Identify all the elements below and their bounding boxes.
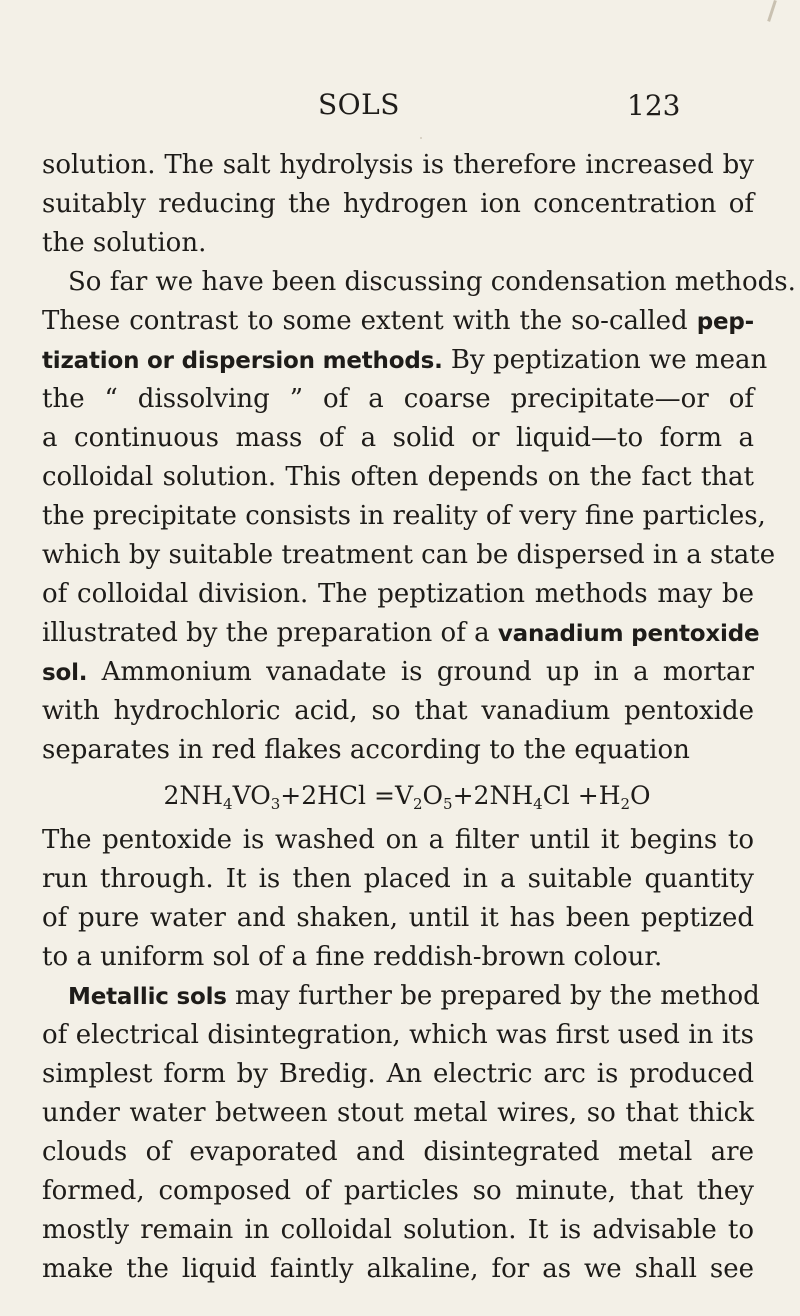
text-line: of electrical disintegration, which was first used in its: [42, 1020, 754, 1050]
text-line: of pure water and shaken, until it has been peptized: [42, 903, 754, 933]
text-run: may further be prepared by the method: [235, 981, 760, 1011]
equation-subscript: 2: [413, 795, 423, 813]
equation-subscript: 4: [223, 795, 233, 813]
text-line: suitably reducing the hydrogen ion concentration of: [42, 189, 754, 219]
text-line: make the liquid faintly alkaline, for as we shall see: [42, 1254, 754, 1284]
page-edge-mark: [767, 0, 777, 22]
text-run: Ammonium vanadate is ground up in a mortar: [101, 657, 754, 687]
equation-part: O: [422, 781, 444, 810]
text-line: the precipitate consists in reality of very fine particles,: [42, 501, 766, 531]
equation-part: VO: [232, 781, 271, 810]
equation-part: 2NH: [163, 781, 224, 810]
text-line: the solution.: [42, 228, 207, 258]
equation-subscript: 3: [270, 795, 281, 813]
equation-subscript: 4: [533, 795, 543, 813]
text-line: [42, 653, 754, 692]
chemical-equation: [42, 770, 754, 821]
text-run: By peptization we mean: [450, 345, 768, 375]
text-line: [42, 302, 754, 341]
text-line: [42, 614, 760, 653]
text-line: of colloidal division. The peptization methods may be: [42, 579, 754, 609]
text-run: These contrast to some extent with the so-called: [42, 306, 688, 336]
text-line: under water between stout metal wires, so that thick: [42, 1098, 754, 1128]
page-header: [0, 88, 800, 128]
bold-term: sol.: [42, 660, 88, 686]
equation-subscript: 5: [443, 795, 453, 813]
text-line: to a uniform sol of a fine reddish-brown colour.: [42, 942, 663, 972]
text-line: So far we have been discussing condensation methods.: [68, 267, 796, 297]
bold-term: vanadium pentoxide: [497, 621, 760, 647]
text-line: a continuous mass of a solid or liquid—to form a: [42, 423, 754, 453]
paper-speck: [420, 137, 422, 139]
equation-part: O: [630, 781, 651, 810]
text-line: solution. The salt hydrolysis is therefore increased by: [42, 150, 754, 180]
equation-subscript: 2: [620, 795, 631, 813]
text-line: [42, 977, 760, 1016]
equation-part: +2NH: [452, 781, 534, 810]
text-line: mostly remain in colloidal solution. It is advisable to: [42, 1215, 754, 1245]
equation-part: Cl +H: [542, 781, 621, 810]
running-head: SOLS: [318, 88, 400, 121]
text-line: simplest form by Bredig. An electric arc is produced: [42, 1059, 754, 1089]
text-line: separates in red flakes according to the equation: [42, 735, 690, 765]
text-line: run through. It is then placed in a suitable quantity: [42, 864, 754, 894]
equation-part: +2HCl =V: [280, 781, 413, 810]
text-line: which by suitable treatment can be dispersed in a state: [42, 540, 776, 570]
text-line: [42, 341, 768, 380]
bold-term: Metallic sols: [68, 984, 227, 1010]
text-line: The pentoxide is washed on a filter until it begins to: [42, 825, 754, 855]
text-line: clouds of evaporated and disintegrated metal are: [42, 1137, 754, 1167]
text-line: the “ dissolving ” of a coarse precipitate—or of: [42, 384, 754, 414]
text-line: formed, composed of particles so minute, that they: [42, 1176, 754, 1206]
text-line: colloidal solution. This often depends on the fact that: [42, 462, 754, 492]
body-text: [42, 146, 796, 1289]
bold-term: tization or dispersion methods.: [42, 348, 443, 374]
text-run: illustrated by the preparation of a: [42, 618, 490, 648]
page-number: 123: [627, 89, 681, 122]
text-line: with hydrochloric acid, so that vanadium pentoxide: [42, 696, 754, 726]
bold-term: pep-: [696, 309, 755, 335]
